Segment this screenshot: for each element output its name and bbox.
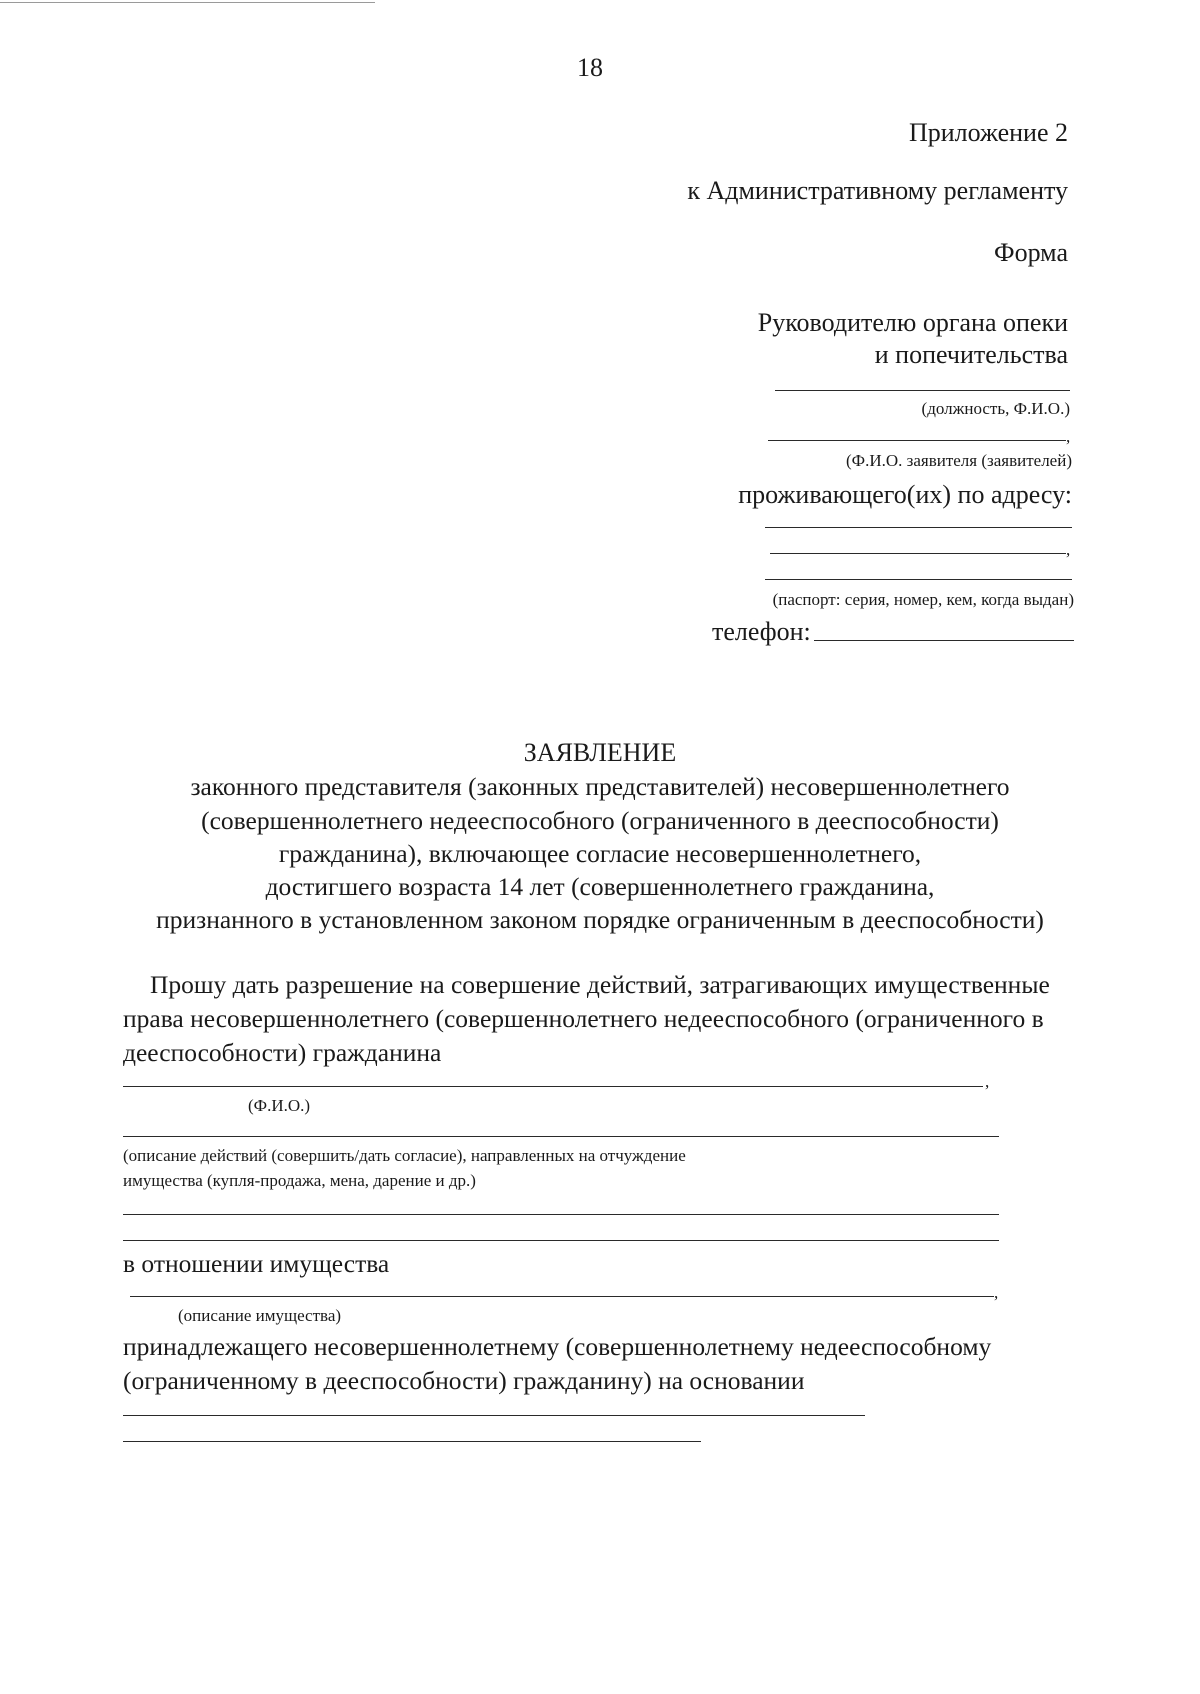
fio-caption: (Ф.И.О.): [248, 1096, 311, 1115]
property-caption: (описание имущества): [178, 1306, 342, 1325]
property-label: в отношении имущества: [123, 1249, 390, 1278]
addressee-line-2: и попечительства: [874, 340, 1068, 369]
phone-label: телефон:: [712, 617, 811, 646]
belonging-line-1: принадлежащего несовершеннолетнему (совершеннолетнему недееспособному: [123, 1332, 992, 1361]
applicant-caption: (Ф.И.О. заявителя (заявителей): [845, 451, 1072, 470]
position-fill-line[interactable]: [775, 390, 1070, 391]
residing-label: проживающего(их) по адресу:: [738, 480, 1072, 509]
address-fill-line-2[interactable]: [770, 553, 1066, 554]
address-fill-line-3[interactable]: [765, 579, 1072, 580]
form-label: Форма: [994, 238, 1068, 267]
addressee-line-1: Руководителю органа опеки: [757, 308, 1068, 337]
actions-caption-line-1: (описание действий (совершить/дать согласие), направленных на отчуждение: [123, 1146, 686, 1165]
title-subline-4: достигшего возраста 14 лет (совершеннолетнего гражданина,: [265, 872, 935, 901]
actions-extra-line-2[interactable]: [123, 1240, 999, 1241]
request-line-2: права несовершеннолетнего (совершеннолетнего недееспособного (ограниченного в: [123, 1004, 1044, 1033]
title-subline-2: (совершеннолетнего недееспособного (ограниченного в дееспособности): [201, 806, 999, 835]
title-subline-1: законного представителя (законных представителей) несовершеннолетнего: [190, 772, 1010, 801]
address-fill-line-1[interactable]: [765, 527, 1072, 528]
applicant-fill-line[interactable]: [768, 440, 1066, 441]
document-title: ЗАЯВЛЕНИЕ: [523, 738, 677, 767]
basis-fill-line-2[interactable]: [123, 1441, 701, 1442]
page-number: 18: [577, 53, 603, 82]
basis-fill-line-1[interactable]: [123, 1415, 865, 1416]
position-caption: (должность, Ф.И.О.): [921, 399, 1070, 418]
property-comma: ,: [994, 1283, 999, 1302]
title-subline-3: гражданина), включающее согласие несовершеннолетнего,: [278, 839, 922, 868]
applicant-comma: ,: [1066, 427, 1071, 446]
actions-extra-line-1[interactable]: [123, 1214, 999, 1215]
passport-caption: (паспорт: серия, номер, кем, когда выдан): [772, 590, 1074, 609]
address-comma: ,: [1066, 540, 1071, 559]
request-line-1: Прошу дать разрешение на совершение действий, затрагивающих имущественные: [150, 970, 1050, 999]
actions-caption-line-2: имущества (купля-продажа, мена, дарение и др.): [123, 1171, 476, 1190]
appendix-label: Приложение 2: [908, 118, 1068, 147]
fio-comma: ,: [985, 1072, 990, 1091]
belonging-line-2: (ограниченному в дееспособности) гражданину) на основании: [123, 1366, 805, 1395]
fio-fill-line[interactable]: [123, 1086, 983, 1087]
property-fill-line[interactable]: [130, 1296, 994, 1297]
title-subline-5: признанного в установленном законом порядке ограниченным в дееспособности): [156, 905, 1044, 934]
regulation-label: к Административному регламенту: [687, 176, 1068, 205]
actions-fill-line[interactable]: [123, 1136, 999, 1137]
phone-fill-line[interactable]: [814, 640, 1074, 641]
request-line-3: дееспособности) гражданина: [123, 1038, 442, 1067]
scan-artifact-line: [0, 2, 375, 3]
